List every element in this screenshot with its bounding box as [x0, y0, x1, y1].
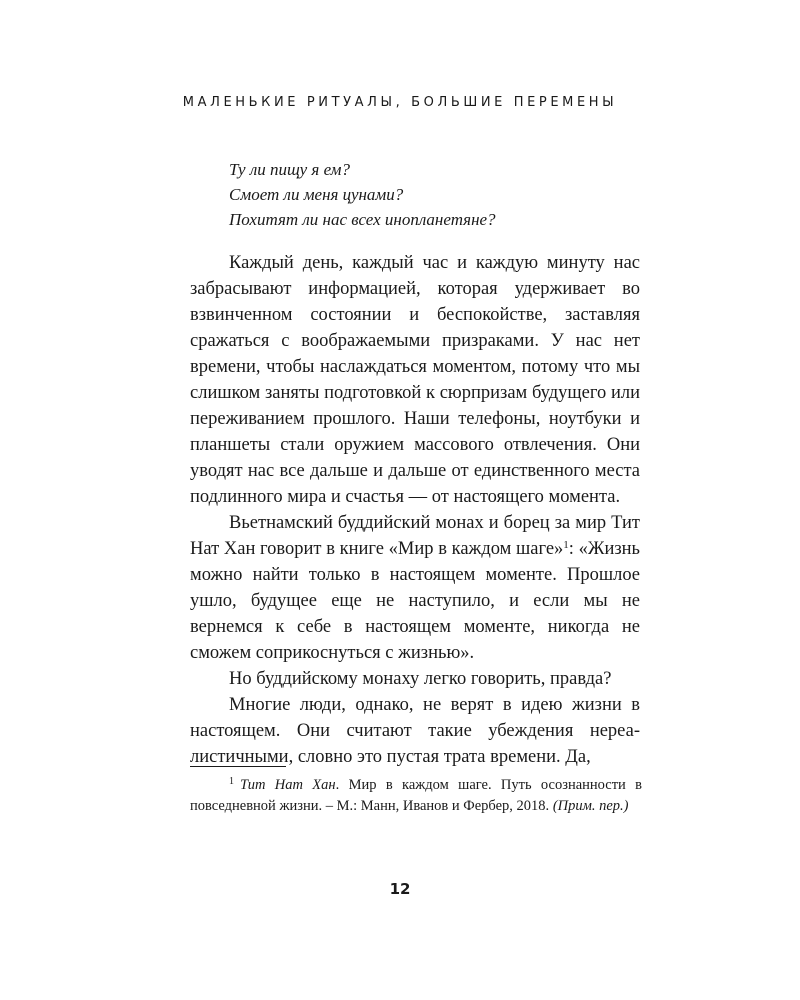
page-number: 12 — [389, 880, 411, 898]
footnote-divider — [190, 766, 286, 767]
paragraph: Каждый день, каждый час и каждую минуту нас забрасывают информацией, которая удерживает во взвинченном состоянии и беспокойстве, заставляя сражаться с воображаемыми призраками. У нас нет времени, чтобы наслаждаться моментом, потому что мы слишком заняты подготовкой к сюрпризам будущего или переживанием прошлого. Наши телефоны, ноутбуки и планшеты стали оружием массового отвлечения. Они уводят нас все дальше и дальше от единственного места подлинного мира и счастья — от настоящего момента. — [190, 253, 640, 507]
paragraph-text: Вьетнамский буддийский монах и борец за мир Тит Нат Хан говорит в книге «Мир в каждом шаге» — [190, 513, 640, 559]
footnote-translator-note: (Прим. пер.) — [552, 798, 629, 814]
epigraph-line: Смоет ли меня цунами? — [229, 185, 404, 204]
footnote-body: . Мир в каждом шаге. Путь осознанности в повседневной жизни. – М.: Манн, Иванов и Фербер, 2018. — [190, 777, 643, 814]
paragraph-text: : «Жизнь можно найти только в настоящем моменте. Прошлое ушло, будущее еще не наступило, и если мы не вернемся к себе в настоящем моменте, никогда не сможем соприкоснуться с жизнью». — [190, 539, 640, 663]
footnote-marker: 1 — [229, 776, 234, 787]
paragraph: Многие люди, однако, не верят в идею жизни в настоящем. Они считают такие убеждения нереалистичными, словно это пустая трата времени. Да, — [190, 695, 640, 767]
footnote — [190, 775, 642, 817]
footnote-text — [190, 775, 642, 817]
paragraph: Но буддийскому монаху легко говорить, правда? — [229, 669, 612, 689]
epigraph-line: Похитят ли нас всех инопланетяне? — [229, 210, 496, 229]
epigraph-line: Ту ли пищу я ем? — [229, 160, 351, 179]
body-text — [190, 250, 640, 770]
paragraph — [190, 510, 640, 666]
epigraph — [229, 157, 649, 232]
running-title: МАЛЕНЬКИЕ РИТУАЛЫ, БОЛЬШИЕ ПЕРЕМЕНЫ — [182, 95, 618, 110]
footnote-author: Тит Нат Хан — [240, 777, 336, 793]
footnote-reference[interactable]: 1 — [563, 539, 569, 551]
